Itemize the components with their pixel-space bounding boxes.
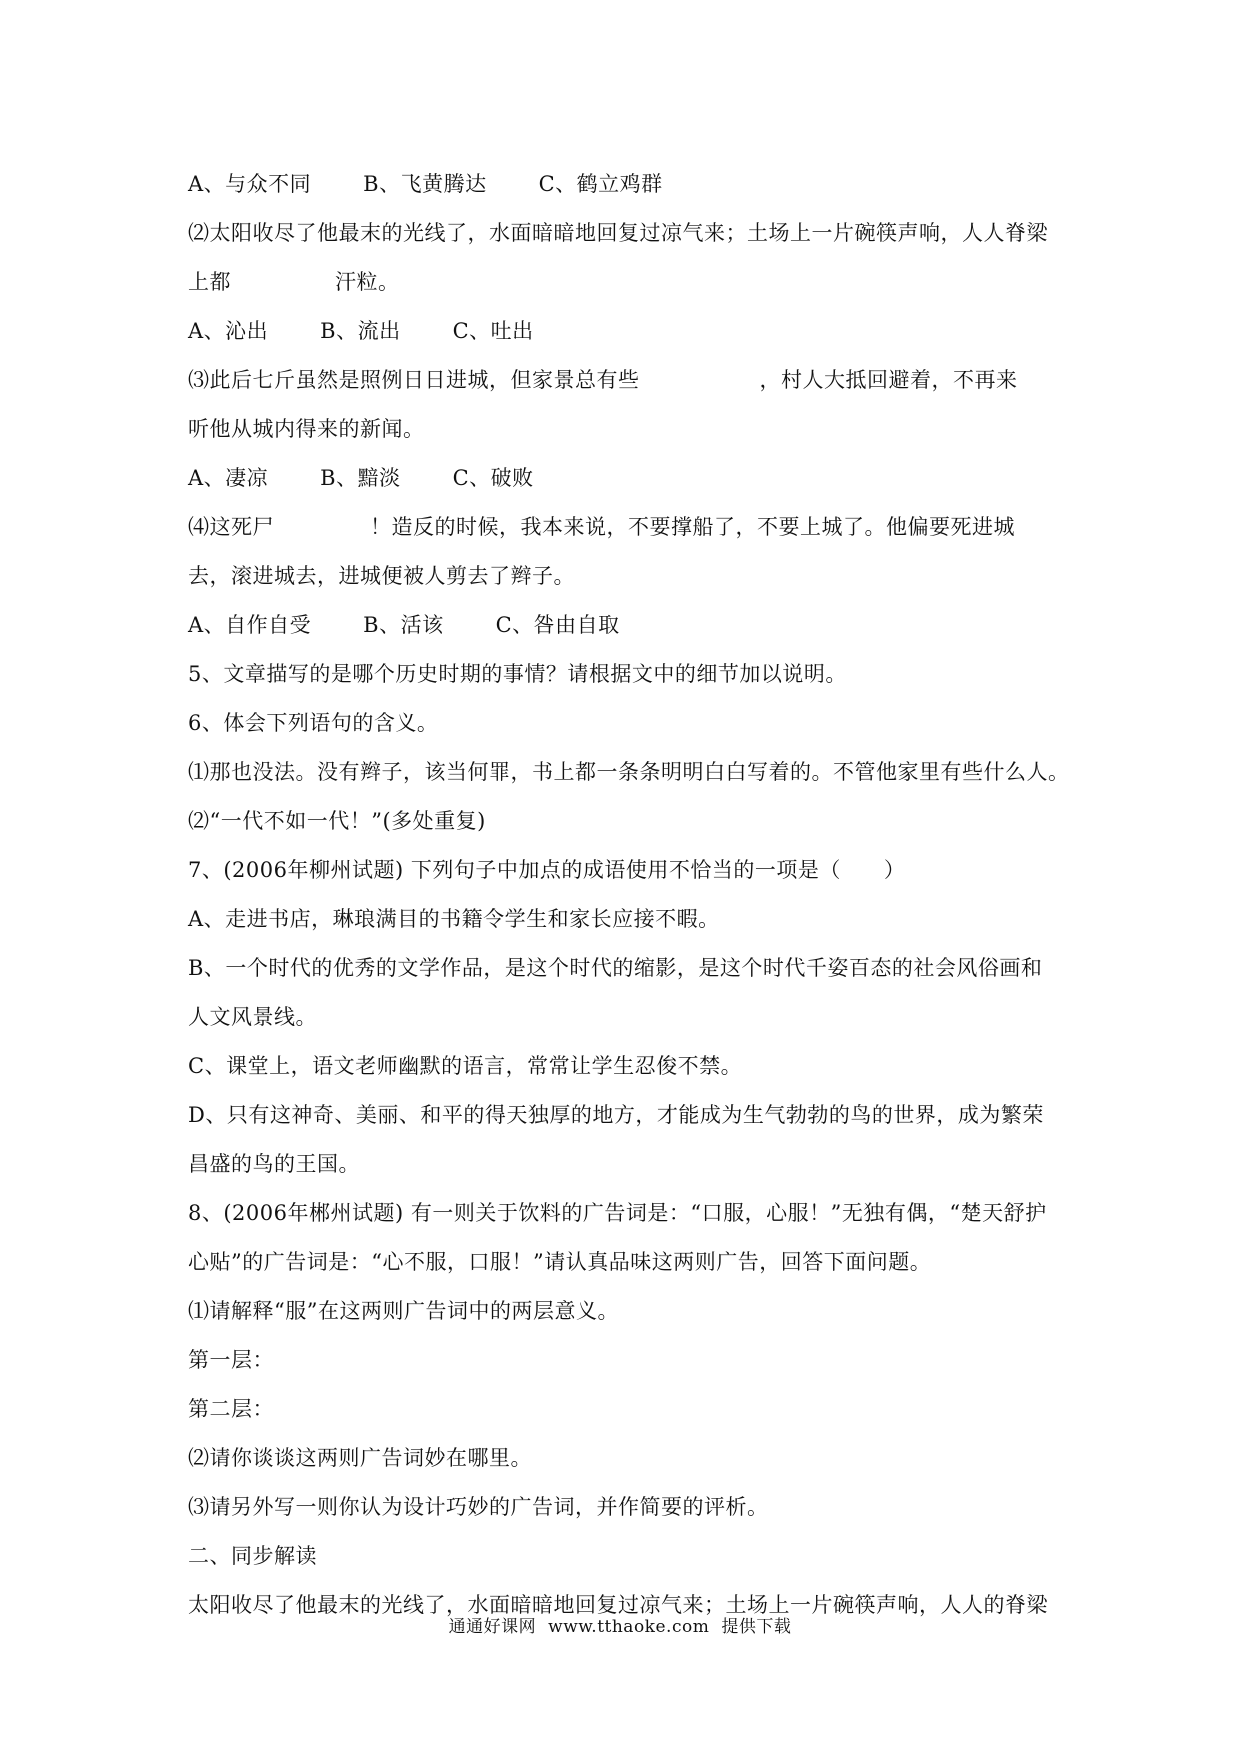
text-fragment: 汗粒。 <box>335 270 400 294</box>
option: A、沁出 <box>188 319 269 343</box>
option: C、鹤立鸡群 <box>538 172 663 196</box>
footer-note: 提供下载 <box>721 1617 792 1637</box>
option: C、吐出 <box>452 319 534 343</box>
question-8-line1: 8、(2006年郴州试题) 有一则关于饮料的广告词是：“口服，心服！”无独有偶，“楚天舒护 <box>188 1201 1047 1225</box>
q4-s4-line1 <box>188 503 1068 552</box>
q4-s4-line2: 去，滚进城去，进城便被人剪去了辫子。 <box>188 564 575 588</box>
q7-option-a: A、走进书店，琳琅满目的书籍令学生和家长应接不暇。 <box>188 907 720 931</box>
q8-layer2: 第二层： <box>188 1397 274 1421</box>
option: A、与众不同 <box>188 172 312 196</box>
q8-s1: ⑴请解释“服”在这两则广告词中的两层意义。 <box>188 1299 619 1323</box>
q4-s2-line1: ⑵太阳收尽了他最末的光线了，水面暗暗地回复过凉气来；土场上一片碗筷声响，人人脊梁 <box>188 221 1048 245</box>
text-fragment: ，村人大抵回避着，不再来 <box>759 368 1018 392</box>
q4-s4-options <box>188 601 1068 650</box>
q7-option-b-line1: B、一个时代的优秀的文学作品，是这个时代的缩影，是这个时代千姿百态的社会风俗画和 <box>188 956 1043 980</box>
footer-url: www.tthaoke.com <box>548 1617 710 1637</box>
question-7-title: 7、(2006年柳州试题) 下列句子中加点的成语使用不恰当的一项是（ ） <box>188 858 906 882</box>
question-5: 5、文章描写的是哪个历史时期的事情？请根据文中的细节加以说明。 <box>188 662 847 686</box>
page-footer <box>0 1612 1240 1637</box>
page-content <box>188 160 1068 1630</box>
option: B、飞黄腾达 <box>363 172 487 196</box>
question-6-title: 6、体会下列语句的含义。 <box>188 711 439 735</box>
q4-s3-line1 <box>188 356 1068 405</box>
q8-s2: ⑵请你谈谈这两则广告词妙在哪里。 <box>188 1446 532 1470</box>
footer-site-name: 通通好课网 <box>448 1617 537 1637</box>
q6-s1: ⑴那也没法。没有辫子，该当何罪，书上都一条条明明白白写着的。不管他家里有些什么人。 <box>188 760 1070 784</box>
text-fragment: 上都 <box>188 270 231 294</box>
q6-s2: ⑵“一代不如一代！”(多处重复) <box>188 809 486 833</box>
q4-s1-options <box>188 160 1068 209</box>
q7-option-d-line1: D、只有这神奇、美丽、和平的得天独厚的地方，才能成为生气勃勃的鸟的世界，成为繁荣 <box>188 1103 1044 1127</box>
q4-s2-options <box>188 307 1068 356</box>
q4-s2-line2 <box>188 258 1068 307</box>
section-2-line1: 太阳收尽了他最末的光线了，水面暗暗地回复过凉气来；土场上一片碗筷声响，人人的脊梁 <box>188 1593 1048 1617</box>
option: B、流出 <box>320 319 401 343</box>
q4-s3-line2: 听他从城内得来的新闻。 <box>188 417 425 441</box>
text-fragment: ⑷这死尸 <box>188 515 274 539</box>
q7-option-d-line2: 昌盛的鸟的王国。 <box>188 1152 360 1176</box>
q8-layer1: 第一层： <box>188 1348 274 1372</box>
q8-s3: ⑶请另外写一则你认为设计巧妙的广告词，并作简要的评析。 <box>188 1495 769 1519</box>
option: B、活该 <box>363 613 444 637</box>
option: A、自作自受 <box>188 613 312 637</box>
q7-option-b-line2: 人文风景线。 <box>188 1005 317 1029</box>
text-fragment: ⑶此后七斤虽然是照例日日进城，但家景总有些 <box>188 368 640 392</box>
text-fragment: ！造反的时候，我本来说，不要撑船了，不要上城了。他偏要死进城 <box>370 515 1015 539</box>
option: B、黯淡 <box>320 466 401 490</box>
option: C、咎由自取 <box>495 613 620 637</box>
option: C、破败 <box>452 466 534 490</box>
q4-s3-options <box>188 454 1068 503</box>
section-2-heading: 二、同步解读 <box>188 1544 317 1568</box>
question-8-line2: 心贴”的广告词是：“心不服，口服！”请认真品味这两则广告，回答下面问题。 <box>188 1250 932 1274</box>
option: A、凄凉 <box>188 466 269 490</box>
q7-option-c: C、课堂上，语文老师幽默的语言，常常让学生忍俊不禁。 <box>188 1054 743 1078</box>
